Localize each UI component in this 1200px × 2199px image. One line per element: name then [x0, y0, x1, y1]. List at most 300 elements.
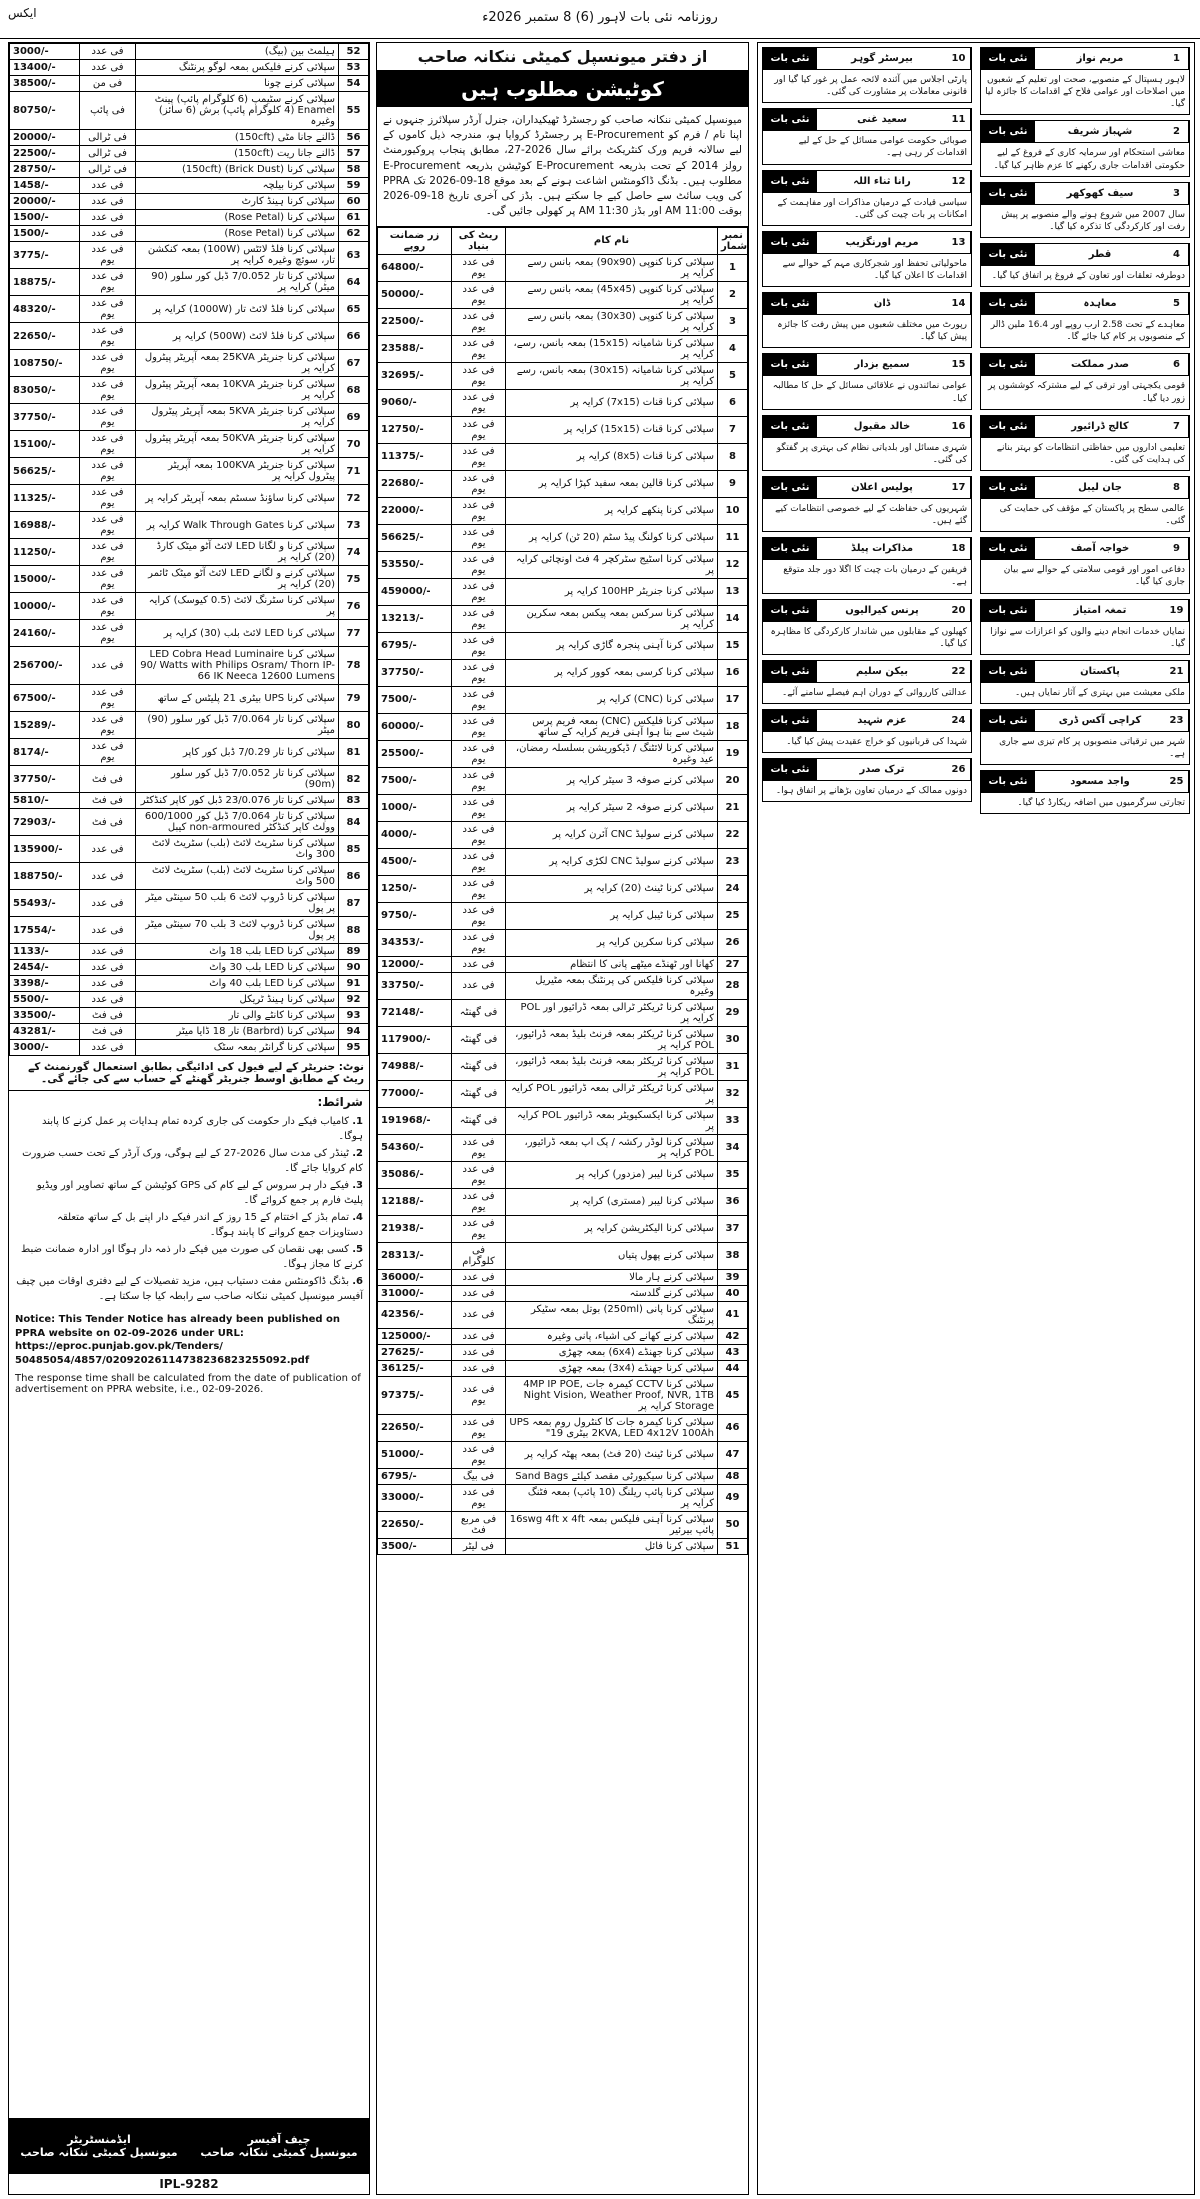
cell-rate: 3000/- [10, 44, 80, 60]
news-item-number: 26 [947, 759, 971, 780]
cell-item: سپلائی کرنا LED بلب 18 واٹ [136, 944, 339, 960]
cell-number: 41 [718, 1301, 748, 1328]
table-row [378, 335, 748, 362]
cell-item: سپلائی کرنا قنات (7x15) کرایہ پر [506, 389, 718, 416]
cell-item: سپلائی کرنا ٹیبل کرایہ پر [506, 902, 718, 929]
table-row [10, 296, 369, 323]
cell-number: 45 [718, 1376, 748, 1414]
news-item-header [981, 538, 1189, 560]
cell-item: سپلائی کرنا جنریٹر 100HP کرایہ پر [506, 578, 718, 605]
cell-unit: فی عدد یوم [452, 848, 506, 875]
table-row [378, 821, 748, 848]
table-row [10, 1024, 369, 1040]
cell-number: 87 [339, 890, 369, 917]
cell-rate: 23588/- [378, 335, 452, 362]
news-item-number: 3 [1165, 183, 1189, 204]
cell-unit: فی گھنٹہ [452, 1080, 506, 1107]
news-item-tag: نئی بات [981, 477, 1035, 498]
cell-number: 73 [339, 512, 369, 539]
news-item-body: عدالتی کارروائی کے دوران اہم فیصلے سامنے آئے۔ [781, 687, 967, 698]
table-row [378, 1538, 748, 1554]
cell-number: 8 [718, 443, 748, 470]
cell-unit: فی عدد یوم [452, 659, 506, 686]
cell-item: سپلائی کرنا ساؤنڈ سسٹم بمعہ آپریٹر کرایہ پر [136, 485, 339, 512]
cell-rate: 11325/- [10, 485, 80, 512]
table-row [10, 1008, 369, 1024]
conditions-title: شرائط: [317, 1095, 363, 1109]
news-item-header [981, 183, 1189, 205]
cell-rate: 22650/- [378, 1511, 452, 1538]
news-item-header [981, 354, 1189, 376]
cell-number: 47 [718, 1441, 748, 1468]
tender-main-column [376, 42, 749, 2195]
news-item-body: دوطرفہ تعلقات اور تعاون کے فروغ پر اتفاق کیا گیا۔ [991, 270, 1185, 281]
news-item [762, 709, 972, 753]
news-item-title: کالج ڈرائیور [1071, 420, 1129, 432]
news-item-number: 24 [947, 710, 971, 731]
cell-item: سپلائی کرنا LED بلب 40 واٹ [136, 976, 339, 992]
cell-unit: فی عدد [452, 956, 506, 972]
table-row [10, 539, 369, 566]
news-item-tag: نئی بات [763, 293, 817, 314]
cell-rate: 36125/- [378, 1360, 452, 1376]
masthead-date: روزنامہ نئی بات لاہور (6) 8 ستمبر 2026ء [482, 10, 718, 25]
cell-unit: فی عدد یوم [452, 902, 506, 929]
cell-item: سپلائی کرنا فائل [506, 1538, 718, 1554]
table-row [378, 794, 748, 821]
table-row [378, 1242, 748, 1269]
cell-item: سپلائی کرنا جنریٹر 50KVA بمعہ آپریٹر پیٹرول کرایہ پر [136, 431, 339, 458]
condition-item [15, 1211, 363, 1240]
news-item-tag: نئی بات [763, 759, 817, 780]
news-item [980, 353, 1190, 409]
cell-rate: 11375/- [378, 443, 452, 470]
cell-rate: 8174/- [10, 739, 80, 766]
cell-item: سپلائی کرنا ٹریکٹر ٹرالی بمعہ ڈرائیور اور POL کرایہ پر [506, 999, 718, 1026]
cell-number: 55 [339, 92, 369, 130]
cell-unit: فی فٹ [80, 793, 136, 809]
table-row [10, 647, 369, 685]
cell-item: سپلائی کرنا کانٹے والی تار [136, 1008, 339, 1024]
cell-item: سپلائی کرنا جنریٹر 5KVA بمعہ آپریٹر پیٹرول کرایہ پر [136, 404, 339, 431]
table-row [378, 686, 748, 713]
cell-unit: فی عدد یوم [452, 551, 506, 578]
table-row [378, 929, 748, 956]
conditions-list [9, 1113, 369, 1309]
news-item-body: صوبائی حکومت عوامی مسائل کے حل کے لیے اقدامات کر رہی ہے۔ [798, 136, 967, 159]
news-item [980, 770, 1190, 814]
cell-number: 86 [339, 863, 369, 890]
cell-rate: 48320/- [10, 296, 80, 323]
cell-rate: 77000/- [378, 1080, 452, 1107]
cell-rate: 3500/- [378, 1538, 452, 1554]
cell-item: سپلائی کرنا تار 7/0.29 ڈبل کور کاپر [136, 739, 339, 766]
cell-unit: فی عدد [452, 1344, 506, 1360]
news-item [762, 231, 972, 287]
tender-headline: کوٹیشن مطلوب ہیں [377, 71, 748, 107]
cell-item: سپلائی کرنا ٹریکٹر بمعہ فرنٹ بلیڈ بمعہ ڈرائیور، POL کرایہ پر [506, 1026, 718, 1053]
table-header-row [378, 227, 748, 254]
cell-item: سپلائی کرنا بیلچہ [136, 178, 339, 194]
cell-number: 71 [339, 458, 369, 485]
cell-unit: فی گھنٹہ [452, 1107, 506, 1134]
news-item-body: عوامی نمائندوں نے علاقائی مسائل کے حل کا مطالبہ کیا۔ [772, 381, 967, 404]
news-item-title: شہباز شریف [1067, 126, 1133, 138]
news-item-header [763, 661, 971, 683]
news-item-number: 12 [947, 171, 971, 192]
news-item-tag: نئی بات [981, 48, 1035, 69]
news-item-tag: نئی بات [981, 661, 1035, 682]
table-row [378, 470, 748, 497]
table-row [378, 848, 748, 875]
news-item-tag: نئی بات [763, 354, 817, 375]
signature-right-sub: میونسپل کمیٹی ننکانہ صاحب [200, 2146, 358, 2159]
news-item-body: سیاسی قیادت کے درمیان مذاکرات اور مفاہمت کے امکانات پر بات چیت کی گئی۔ [777, 197, 967, 220]
cell-number: 66 [339, 323, 369, 350]
table-row [378, 1053, 748, 1080]
cell-rate: 34353/- [378, 929, 452, 956]
table-row [10, 712, 369, 739]
news-grid [758, 43, 1194, 2194]
table-row [378, 416, 748, 443]
table-row [378, 1344, 748, 1360]
cell-item: سپلائی کرنا گرانٹر بمعہ سٹک [136, 1040, 339, 1056]
news-item-body: دونوں ممالک کے درمیان تعاون بڑھانے پر اتفاق ہوا۔ [775, 786, 967, 797]
cell-rate: 125000/- [378, 1328, 452, 1344]
cell-number: 54 [339, 76, 369, 92]
cell-item: سپلائی کرنا آہنی فلیکس بمعہ 16swg 4ft x 4ft پائپ بیرئیر [506, 1511, 718, 1538]
cell-rate: 3398/- [10, 976, 80, 992]
table-row [10, 793, 369, 809]
cell-number: 11 [718, 524, 748, 551]
table-row [10, 809, 369, 836]
cell-number: 23 [718, 848, 748, 875]
table-row [10, 620, 369, 647]
cell-rate: 188750/- [10, 863, 80, 890]
cell-rate: 20000/- [10, 194, 80, 210]
cell-rate: 135900/- [10, 836, 80, 863]
cell-unit: فی عدد [452, 1328, 506, 1344]
cell-item: سپلائی کرنا ڈروپ لائٹ 3 بلب 70 سینٹی میٹر پر پول [136, 917, 339, 944]
table-row [10, 992, 369, 1008]
news-item-body: قومی یکجہتی اور ترقی کے لیے مشترکہ کوششوں پر زور دیا گیا۔ [987, 381, 1185, 404]
table-row [378, 389, 748, 416]
cell-number: 59 [339, 178, 369, 194]
signature-block [9, 2118, 369, 2174]
cell-number: 92 [339, 992, 369, 1008]
cell-number: 57 [339, 146, 369, 162]
table-row [10, 377, 369, 404]
cell-number: 2 [718, 281, 748, 308]
cell-number: 67 [339, 350, 369, 377]
news-item-body: شہر میں ترقیاتی منصوبوں پر کام تیزی سے جاری ہے۔ [999, 736, 1185, 760]
news-item-number: 22 [947, 661, 971, 682]
cell-unit: فی عدد یوم [452, 1134, 506, 1161]
cell-number: 3 [718, 308, 748, 335]
cell-number: 79 [339, 685, 369, 712]
cell-item: سپلائی کرنے گلدستہ [506, 1285, 718, 1301]
header-unit: ریٹ کی بنیاد [452, 227, 506, 254]
table-row [10, 485, 369, 512]
news-item [980, 182, 1190, 238]
cell-rate: 28750/- [10, 162, 80, 178]
cell-rate: 67500/- [10, 685, 80, 712]
news-item-number: 4 [1165, 244, 1189, 265]
table-row [10, 92, 369, 130]
cell-unit: فی گھنٹہ [452, 999, 506, 1026]
cell-item: سپلائی کرنے کھانے کی اشیاء، پانی وغیرہ [506, 1328, 718, 1344]
news-item-number: 13 [947, 232, 971, 253]
cell-number: 70 [339, 431, 369, 458]
table-row [10, 566, 369, 593]
table-row [10, 226, 369, 242]
header-rate: زر ضمانت روپے [378, 227, 452, 254]
news-item-header [981, 293, 1189, 315]
news-item [762, 476, 972, 532]
cell-number: 42 [718, 1328, 748, 1344]
cell-rate: 22000/- [378, 497, 452, 524]
cell-unit: فی لیٹر [452, 1538, 506, 1554]
table-row [10, 458, 369, 485]
cell-number: 19 [718, 740, 748, 767]
cell-number: 35 [718, 1161, 748, 1188]
cell-item: سپلائی کرنا اسٹیج سٹرکچر 4 فٹ اونچائی کرایہ پر [506, 551, 718, 578]
news-item [980, 599, 1190, 655]
cell-item: سپلائی کرنے و لگانے LED لائٹ آٹو میٹک ٹائمر (20) کرایہ پر [136, 566, 339, 593]
news-item-title: پرنس کیرالیوں [845, 604, 919, 616]
cell-number: 18 [718, 713, 748, 740]
cell-item: سپلائی کرنا LED لائٹ بلب (30) کرایہ پر [136, 620, 339, 647]
cell-number: 83 [339, 793, 369, 809]
cell-unit: فی عدد یوم [452, 821, 506, 848]
cell-unit: فی عدد یوم [80, 739, 136, 766]
cell-item: سپلائی کرنا پنکھے کرایہ پر [506, 497, 718, 524]
cell-rate: 55493/- [10, 890, 80, 917]
cell-unit: فی گھنٹہ [452, 1053, 506, 1080]
tender-rows-main [378, 254, 748, 1554]
cell-rate: 6795/- [378, 1468, 452, 1484]
table-row [10, 242, 369, 269]
cell-item: سپلائی کرنا الیکٹریشن کرایہ پر [506, 1215, 718, 1242]
cell-unit: فی عدد یوم [80, 485, 136, 512]
news-item-body: شہدا کی قربانیوں کو خراج عقیدت پیش کیا گیا۔ [786, 736, 967, 747]
cell-unit: فی عدد یوم [452, 470, 506, 497]
cell-unit: فی عدد یوم [80, 377, 136, 404]
cell-unit: فی عدد یوم [80, 296, 136, 323]
cell-unit: فی ٹرالی [80, 146, 136, 162]
cell-item: سپلائی کرنے فلیکس بمعہ لوگو پرنٹنگ [136, 60, 339, 76]
table-row [10, 512, 369, 539]
cell-number: 9 [718, 470, 748, 497]
table-row [378, 254, 748, 281]
news-item-header [763, 293, 971, 315]
cell-rate: 72148/- [378, 999, 452, 1026]
cell-number: 29 [718, 999, 748, 1026]
cell-rate: 36000/- [378, 1269, 452, 1285]
cell-unit: فی عدد یوم [80, 620, 136, 647]
condition-number: 1. [352, 1116, 363, 1127]
cell-item: سپلائی کرنا ٹینٹ (20 فٹ) بمعہ پھٹہ کرایہ پر [506, 1441, 718, 1468]
condition-item [15, 1147, 363, 1176]
cell-unit: فی عدد یوم [452, 1414, 506, 1441]
cell-unit: فی عدد یوم [452, 767, 506, 794]
cell-unit: فی عدد یوم [452, 713, 506, 740]
cell-unit: فی فٹ [80, 1008, 136, 1024]
news-item-tag: نئی بات [981, 244, 1035, 265]
news-item-title: سعید غنی [857, 114, 907, 126]
table-row [378, 1215, 748, 1242]
cell-item: سپلائی کرنا CCTV کیمرہ جات 4MP IP POE, Night Vision, Weather Proof, NVR, 1TB Storage کرایہ پر [506, 1376, 718, 1414]
cell-unit: فی مربع فٹ [452, 1511, 506, 1538]
news-item-body: شہریوں کی حفاظت کے لیے خصوصی انتظامات کیے گئے ہیں۔ [775, 503, 967, 527]
news-item-tag: نئی بات [763, 416, 817, 437]
cell-rate: 108750/- [10, 350, 80, 377]
cell-unit: فی عدد [80, 44, 136, 60]
cell-number: 21 [718, 794, 748, 821]
news-item-tag: نئی بات [763, 710, 817, 731]
cell-item: سپلائی کرنے ہار مالا [506, 1269, 718, 1285]
cell-number: 6 [718, 389, 748, 416]
table-row [378, 1376, 748, 1414]
news-item-number: 5 [1165, 293, 1189, 314]
cell-rate: 5810/- [10, 793, 80, 809]
news-item-title: واجد مسعود [1070, 776, 1130, 788]
cell-rate: 22500/- [378, 308, 452, 335]
cell-item: سپلائی کرنا کنوپی (30x30) بمعہ بانس رسے کرایہ پر [506, 308, 718, 335]
news-item-title: جان لیبل [1078, 481, 1122, 493]
news-item [762, 47, 972, 103]
cell-rate: 24160/- [10, 620, 80, 647]
table-row [378, 659, 748, 686]
news-item-number: 9 [1165, 538, 1189, 559]
cell-unit: فی عدد یوم [452, 416, 506, 443]
cell-rate: 28313/- [378, 1242, 452, 1269]
news-item-number: 10 [947, 48, 971, 69]
cell-rate: 1250/- [378, 875, 452, 902]
cell-item: سپلائی کرنا و لگانا LED لائٹ آٹو میٹک کارڈ (20) کرایہ پر [136, 539, 339, 566]
cell-item: سپلائی کرنا (Rose Petal) [136, 210, 339, 226]
table-row [378, 281, 748, 308]
news-item-title: سمیع بزدار [854, 359, 910, 371]
news-item [762, 353, 972, 409]
cell-unit: فی من [80, 76, 136, 92]
news-item-number: 21 [1165, 661, 1189, 682]
cell-rate: 1500/- [10, 226, 80, 242]
cell-unit: فی گھنٹہ [452, 1026, 506, 1053]
news-item-title: تمغہ امتیاز [1073, 604, 1127, 616]
cell-unit: فی پائپ [80, 92, 136, 130]
cell-unit: فی عدد [80, 960, 136, 976]
cell-rate: 3000/- [10, 1040, 80, 1056]
cell-rate: 15100/- [10, 431, 80, 458]
cell-rate: 256700/- [10, 647, 80, 685]
cell-unit: فی عدد یوم [80, 350, 136, 377]
cell-unit: فی عدد یوم [452, 1161, 506, 1188]
table-row [10, 323, 369, 350]
cell-unit: فی عدد یوم [452, 497, 506, 524]
news-item-tag: نئی بات [981, 771, 1035, 792]
table-row [378, 1269, 748, 1285]
cell-number: 63 [339, 242, 369, 269]
cell-rate: 15000/- [10, 566, 80, 593]
cell-rate: 53550/- [378, 551, 452, 578]
cell-number: 65 [339, 296, 369, 323]
condition-text: بڈنگ ڈاکومنٹس مفت دستیاب ہیں، مزید تفصیلات کے لیے دفتری اوقات میں چیف آفیسر میونسپل کمیٹی ننکانہ صاحب سے رابطہ کیا جا سکتا ہے۔ [16, 1276, 363, 1302]
header-name: نام کام [506, 227, 718, 254]
cell-number: 85 [339, 836, 369, 863]
cell-unit: فی عدد یوم [452, 1188, 506, 1215]
table-row [10, 944, 369, 960]
cell-unit: فی عدد یوم [452, 1215, 506, 1242]
condition-text: ٹینڈر کی مدت سال 2026-27 کے لیے ہوگی، ورک آرڈر کے تحت حسب ضرورت کام کروایا جائے گا۔ [22, 1148, 363, 1174]
cell-number: 52 [339, 44, 369, 60]
cell-rate: 43281/- [10, 1024, 80, 1040]
table-row [10, 146, 369, 162]
news-item-number: 15 [947, 354, 971, 375]
news-item-header [763, 600, 971, 622]
cell-rate: 7500/- [378, 686, 452, 713]
cell-rate: 2454/- [10, 960, 80, 976]
cell-item: سپلائی کرنا لیبر (مزدور) کرایہ پر [506, 1161, 718, 1188]
table-row [378, 1285, 748, 1301]
cell-rate: 37750/- [10, 404, 80, 431]
cell-item: سپلائی کرنا سٹریٹ لائٹ (بلب) سٹریٹ لائٹ 300 واٹ [136, 836, 339, 863]
news-item-header [981, 477, 1189, 499]
news-item-header [981, 244, 1189, 266]
cell-rate: 22650/- [10, 323, 80, 350]
cell-number: 90 [339, 960, 369, 976]
news-item-tag: نئی بات [763, 477, 817, 498]
cell-unit: فی عدد یوم [80, 242, 136, 269]
table-row [10, 60, 369, 76]
cell-rate: 20000/- [10, 130, 80, 146]
cell-rate: 72903/- [10, 809, 80, 836]
table-row [10, 76, 369, 92]
cell-rate: 74988/- [378, 1053, 452, 1080]
condition-text: کسی بھی نقصان کی صورت میں فیکے دار ذمہ دار ہوگا اور ادارہ ضمانت ضبط کرنے کا مجاز ہوگا۔ [21, 1244, 363, 1270]
news-item-body: شہری مسائل اور بلدیاتی نظام کی بہتری پر گفتگو کی گئی۔ [776, 442, 967, 465]
news-item [980, 415, 1190, 471]
news-item-number: 19 [1165, 600, 1189, 621]
condition-number: 5. [352, 1244, 363, 1255]
cell-number: 69 [339, 404, 369, 431]
cell-rate: 64800/- [378, 254, 452, 281]
news-item [980, 47, 1190, 115]
cell-number: 82 [339, 766, 369, 793]
news-item-number: 6 [1165, 354, 1189, 375]
cell-item: سپلائی کرنا فلیکس کی پرنٹنگ بمعہ مٹیریل وغیرہ [506, 972, 718, 999]
cell-unit: فی عدد [80, 194, 136, 210]
cell-number: 72 [339, 485, 369, 512]
cell-number: 14 [718, 605, 748, 632]
cell-unit: فی عدد یوم [452, 389, 506, 416]
cell-item: سپلائی کرنا فلڈ لائٹس (100W) بمعہ کنکشن تار، سوئچ وغیرہ کرایہ پر [136, 242, 339, 269]
table-row [10, 210, 369, 226]
news-item-number: 23 [1165, 710, 1189, 731]
news-item-number: 7 [1165, 416, 1189, 437]
news-item-number: 17 [947, 477, 971, 498]
cell-item: سپلائی کرنا (Brick Dust) (150cft) [136, 162, 339, 178]
cell-rate: 12188/- [378, 1188, 452, 1215]
news-item-header [981, 416, 1189, 438]
cell-rate: 459000/- [378, 578, 452, 605]
news-item-tag: نئی بات [763, 109, 817, 130]
cell-item: سپلائی کرنا ہینڈ کارٹ [136, 194, 339, 210]
table-row [378, 972, 748, 999]
table-row [378, 956, 748, 972]
cell-item: سپلائی کرنا سیکیورٹی مقصد کیلئے Sand Bags [506, 1468, 718, 1484]
cell-item: سپلائی کرنا (Barbrd) تار 18 ڈایا میٹر [136, 1024, 339, 1040]
